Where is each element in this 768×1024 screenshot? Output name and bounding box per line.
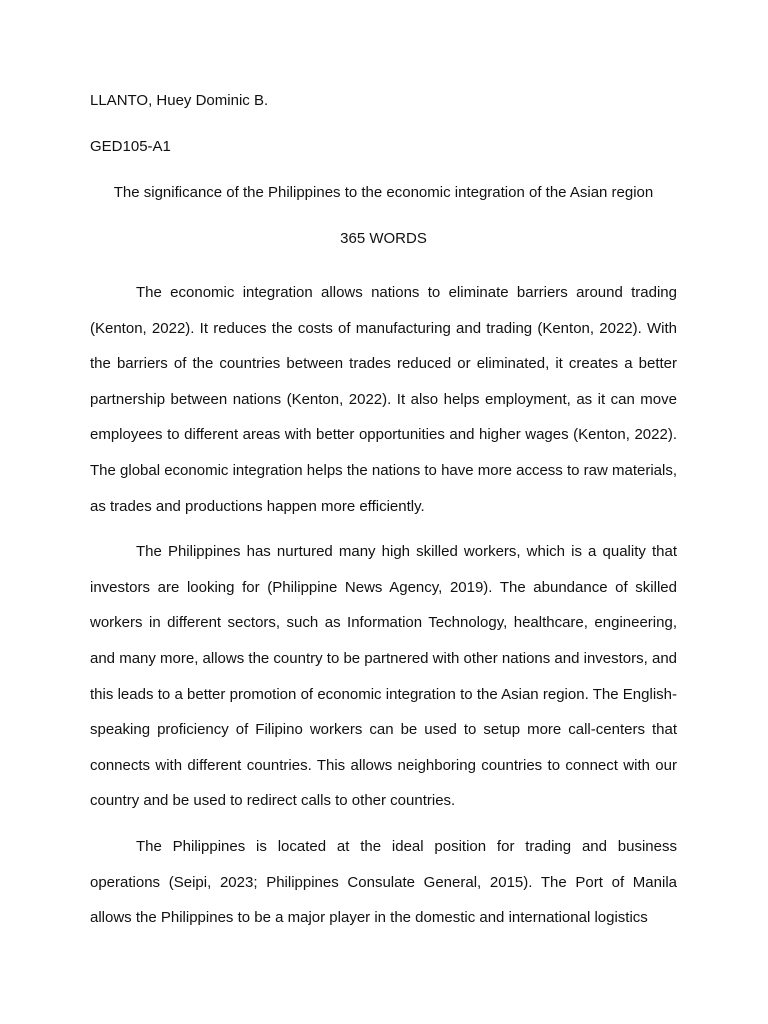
body-paragraph: The Philippines has nurtured many high skilled workers, which is a quality that investors are looking for (Philippine News Agency, 2019). The abundance of skilled workers in different sectors, such as Information Technology, healthcare, engineering, and many more, allows the country to be partnered with other nations and investors, and this leads to a better promotion of economic integration to the Asian region. The English-speaking proficiency of Filipino workers can be used to setup more call-centers that connects with different countries. This allows neighboring countries to connect with our country and be used to redirect calls to other countries. xyxy=(90,543,677,810)
author-name: LLANTO, Huey Dominic B. xyxy=(90,92,269,109)
word-count: 365 WORDS xyxy=(340,230,427,247)
body-paragraph: The Philippines is located at the ideal position for trading and business operations (Seipi, 2023; Philippines Consulate General, 2015). The Port of Manila allows the Philippines to be a major player in the domestic and international logistics xyxy=(90,837,677,927)
course-code: GED105-A1 xyxy=(90,138,171,155)
document-page xyxy=(90,91,677,946)
essay-title: The significance of the Philippines to the economic integration of the Asian region xyxy=(113,184,654,201)
body-paragraph: The economic integration allows nations to eliminate barriers around trading (Kenton, 2022). It reduces the costs of manufacturing and trading (Kenton, 2022). With the barriers of the countries between trades reduced or eliminated, it creates a better partnership between nations (Kenton, 2022). It also helps employment, as it can move employees to different areas with better opportunities and higher wages (Kenton, 2022). The global economic integration helps the nations to have more access to raw materials, as trades and productions happen more efficiently. xyxy=(90,284,677,515)
